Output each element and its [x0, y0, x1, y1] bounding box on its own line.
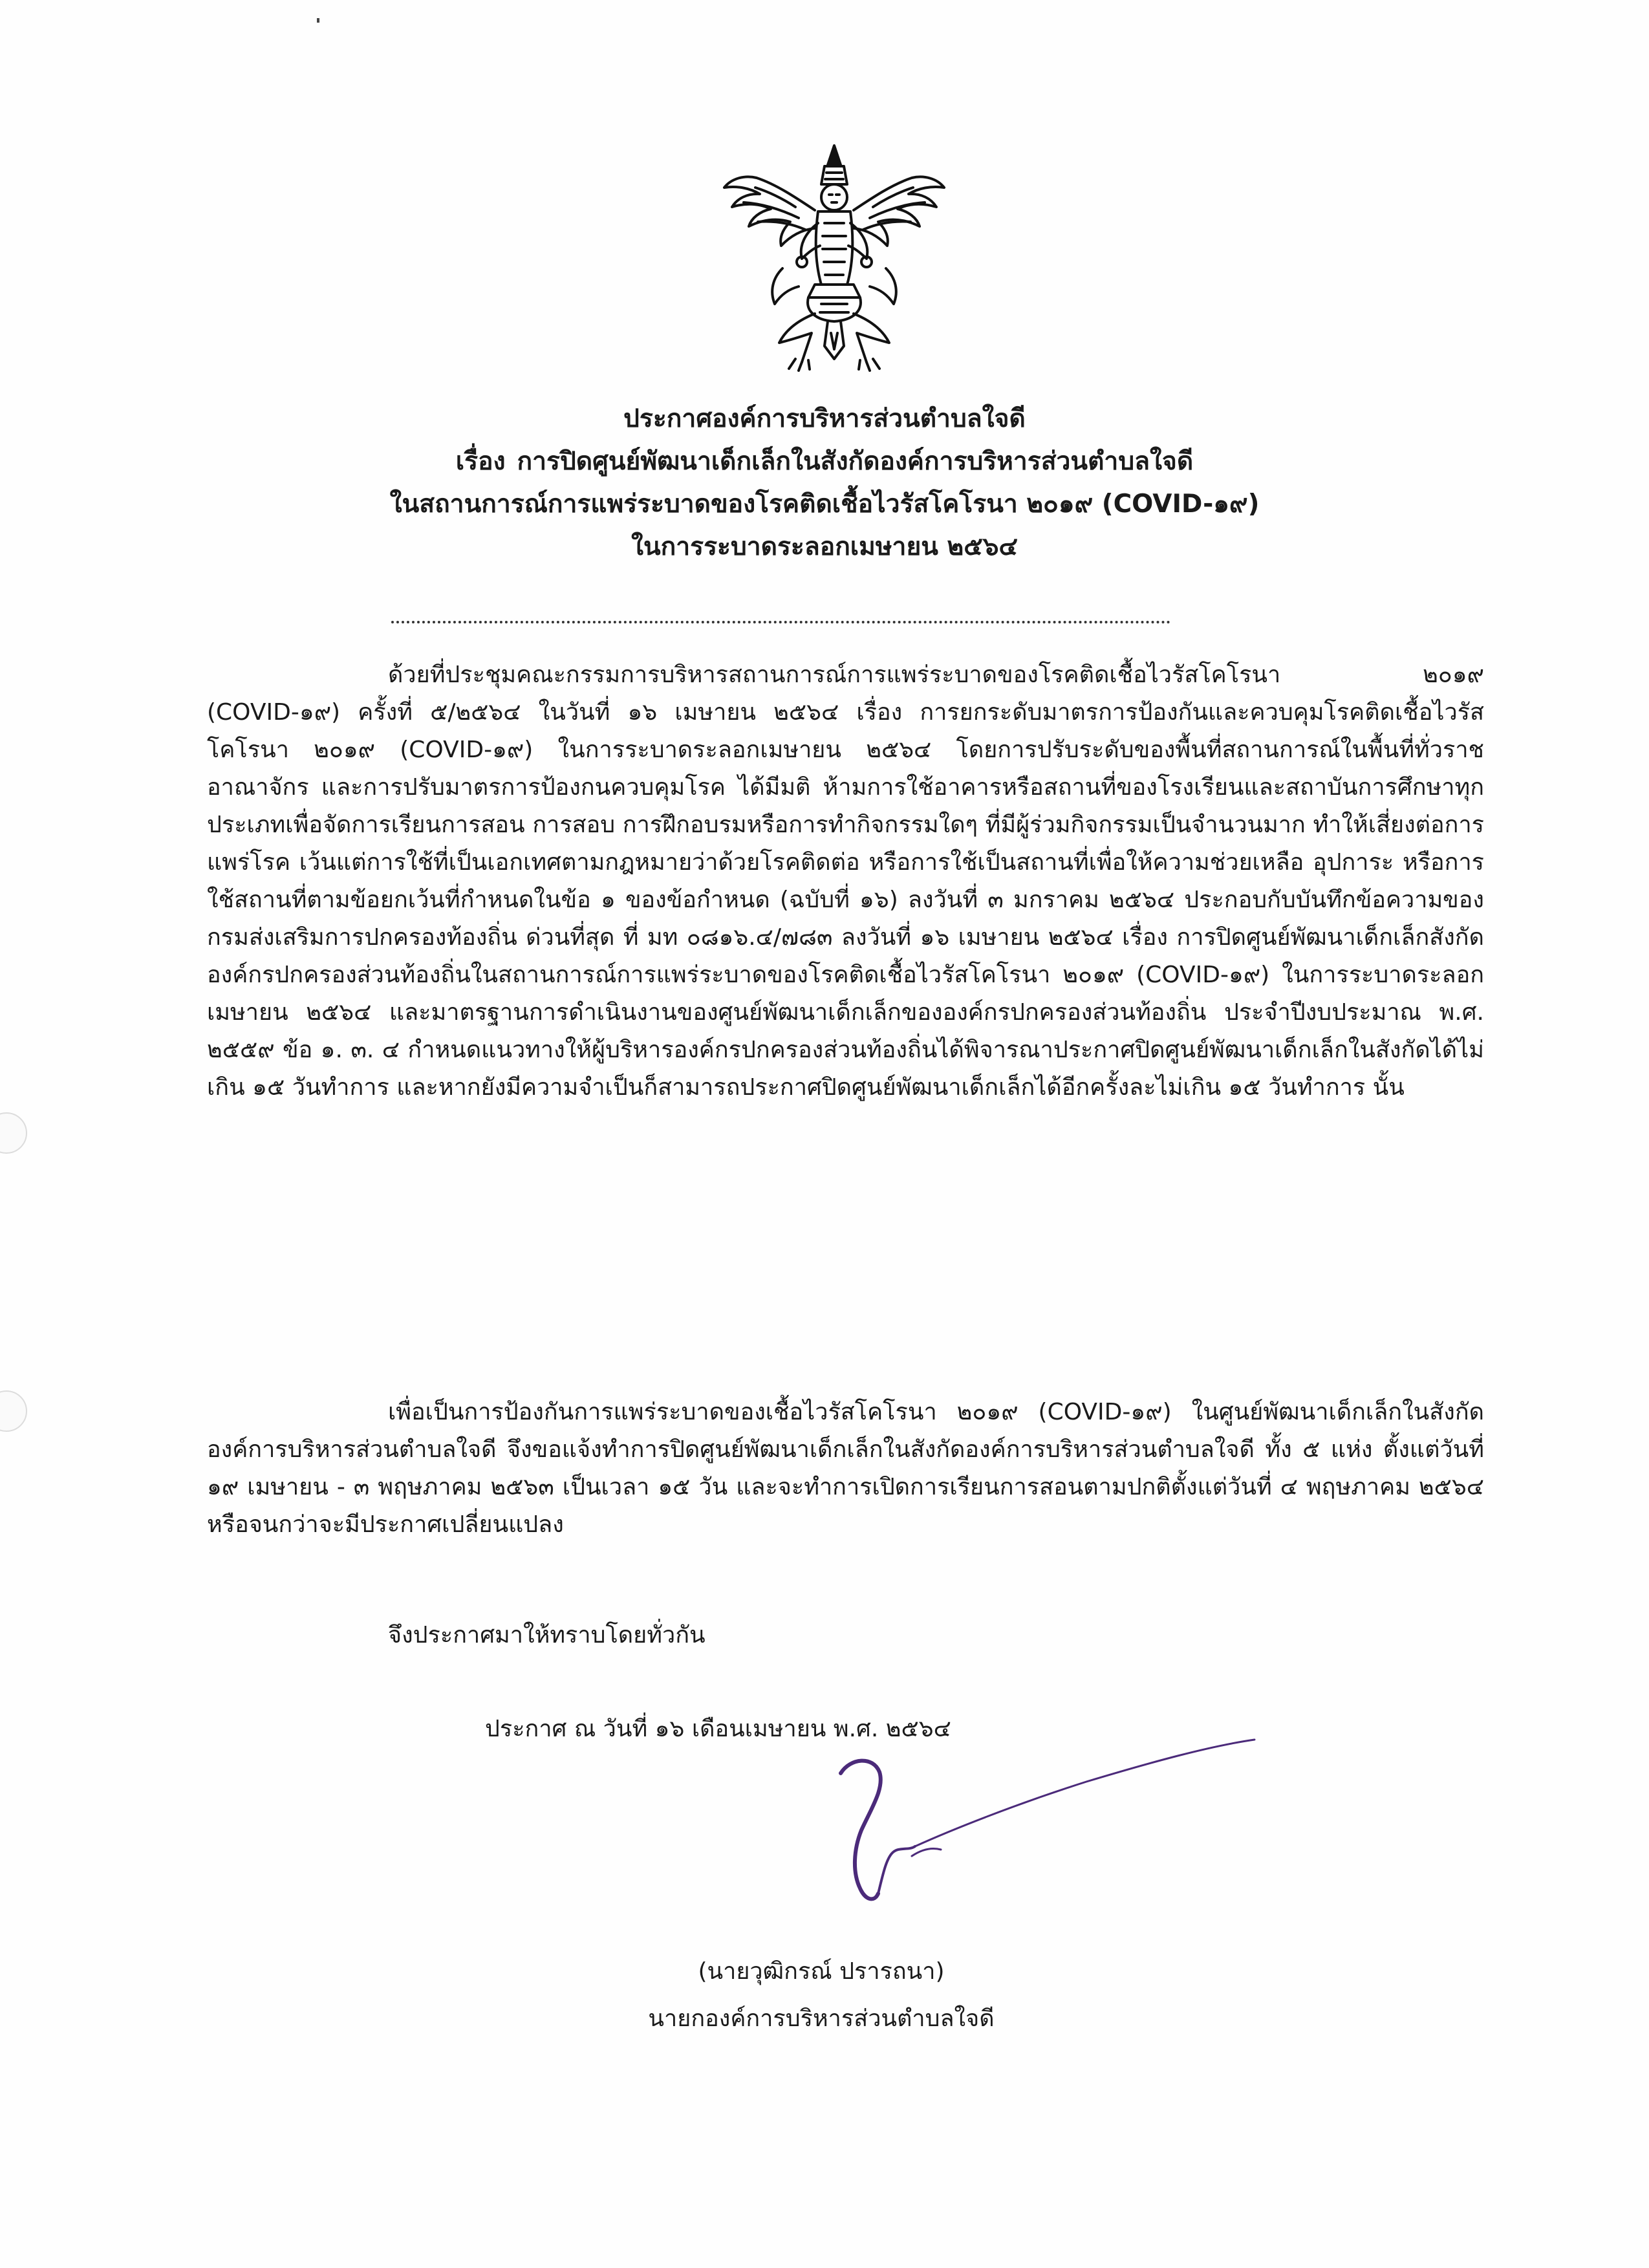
punch-hole-mark: [0, 1112, 27, 1154]
garuda-emblem-icon: [718, 139, 951, 372]
closing-statement: จึงประกาศมาให้ทราบโดยทั่วกัน: [388, 1622, 706, 1648]
dotted-separator: [391, 621, 1170, 623]
signature-icon: [802, 1727, 1267, 1927]
scan-speck: [317, 18, 319, 23]
body-paragraph-2: เพื่อเป็นการป้องกันการแพร่ระบาดของเชื้อไวรัสโคโรนา ๒๐๑๙ (COVID-๑๙) ในศูนย์พัฒนาเด็กเล็กในสังกัดองค์การบริหารส่วนตำบลใจดี จึงขอแจ้งทำการปิดศูนย์พัฒนาเด็กเล็กในสังกัดองค์การบริหารส่วนตำบลใจดี ทั้ง ๕ แห่ง ตั้งแต่วันที่ ๑๙ เมษายน - ๓ พฤษภาคม ๒๕๖๓ เป็นเวลา ๑๕ วัน และจะทำการเปิดการเรียนการสอนตามปกติตั้งแต่วันที่ ๔ พฤษภาคม ๒๕๖๔ หรือจนกว่าจะมีประกาศเปลี่ยนแปลง: [207, 1399, 1484, 1538]
subject-line-2: ในสถานการณ์การแพร่ระบาดของโรคติดเชื้อไวรัสโคโรนา ๒๐๑๙ (COVID-๑๙): [389, 490, 1260, 519]
punch-hole-mark: [0, 1390, 27, 1432]
subject-line-3: ในการระบาดระลอกเมษายน ๒๕๖๔: [630, 532, 1018, 561]
subject-label: เรื่อง: [455, 447, 506, 476]
announcement-title-block: [246, 398, 1403, 568]
announcement-heading: ประกาศองค์การบริหารส่วนตำบลใจดี: [623, 404, 1026, 433]
subject-text-1: การปิดศูนย์พัฒนาเด็กเล็กในสังกัดองค์การบริหารส่วนตำบลใจดี: [517, 447, 1194, 476]
announcement-date: ประกาศ ณ วันที่ ๑๖ เดือนเมษายน พ.ศ. ๒๕๖๔: [485, 1716, 951, 1742]
body-paragraph-1: ด้วยที่ประชุมคณะกรรมการบริหารสถานการณ์การแพร่ระบาดของโรคติดเชื้อไวรัสโคโรนา ๒๐๑๙ (COVID-๑๙) ครั้งที่ ๕/๒๕๖๔ ในวันที่ ๑๖ เมษายน ๒๕๖๔ เรื่อง การยกระดับมาตรการป้องกันและควบคุมโรคติดเชื้อไวรัสโคโรนา ๒๐๑๙ (COVID-๑๙) ในการระบาดระลอกเมษายน ๒๕๖๔ โดยการปรับระดับของพื้นที่สถานการณ์ในพื้นที่ทั่วราชอาณาจักร และการปรับมาตรการป้องกนควบคุมโรค ได้มีมติ ห้ามการใช้อาคารหรือสถานที่ของโรงเรียนและสถาบันการศึกษาทุกประเภทเพื่อจัดการเรียนการสอน การสอบ การฝึกอบรมหรือการทำกิจกรรมใดๆ ที่มีผู้ร่วมกิจกรรมเป็นจำนวนมาก ทำให้เสี่ยงต่อการแพร่โรค เว้นแต่การใช้ที่เป็นเอกเทศตามกฎหมายว่าด้วยโรคติดต่อ หรือการใช้เป็นสถานที่เพื่อให้ความช่วยเหลือ อุปการะ หรือการใช้สถานที่ตามข้อยกเว้นที่กำหนดในข้อ ๑ ของข้อกำหนด (ฉบับที่ ๑๖) ลงวันที่ ๓ มกราคม ๒๕๖๔ ประกอบกับบันทึกข้อความของกรมส่งเสริมการปกครองท้องถิ่น ด่วนที่สุด ที่ มท ๐๘๑๖.๔/๗๘๓ ลงวันที่ ๑๖ เมษายน ๒๕๖๔ เรื่อง การปิดศูนย์พัฒนาเด็กเล็กสังกัดองค์กรปกครองส่วนท้องถิ่นในสถานการณ์การแพร่ระบาดของโรคติดเชื้อไวรัสโคโรนา ๒๐๑๙ (COVID-๑๙) ในการระบาดระลอกเมษายน ๒๕๖๔ และมาตรฐานการดำเนินงานของศูนย์พัฒนาเด็กเล็กขององค์กรปกครองส่วนท้องถิ่น ประจำปีงบประมาณ พ.ศ. ๒๕๕๙ ข้อ ๑. ๓. ๔ กำหนดแนวทางให้ผู้บริหารองค์กรปกครองส่วนท้องถิ่นได้พิจารณาประกาศปิดศูนย์พัฒนาเด็กเล็กในสังกัดได้ไม่เกิน ๑๕ วันทำการ และหากยังมีความจำเป็นก็สามารถประกาศปิดศูนย์พัฒนาเด็กเล็กได้อีกครั้งละไม่เกิน ๑๕ วันทำการ นั้น: [207, 662, 1484, 1101]
signer-name: (นายวุฒิกรณ์ ปรารถนา): [698, 1958, 945, 1985]
signer-title: นายกองค์การบริหารส่วนตำบลใจดี: [648, 2005, 995, 2032]
subject-line-1: [246, 440, 1403, 483]
